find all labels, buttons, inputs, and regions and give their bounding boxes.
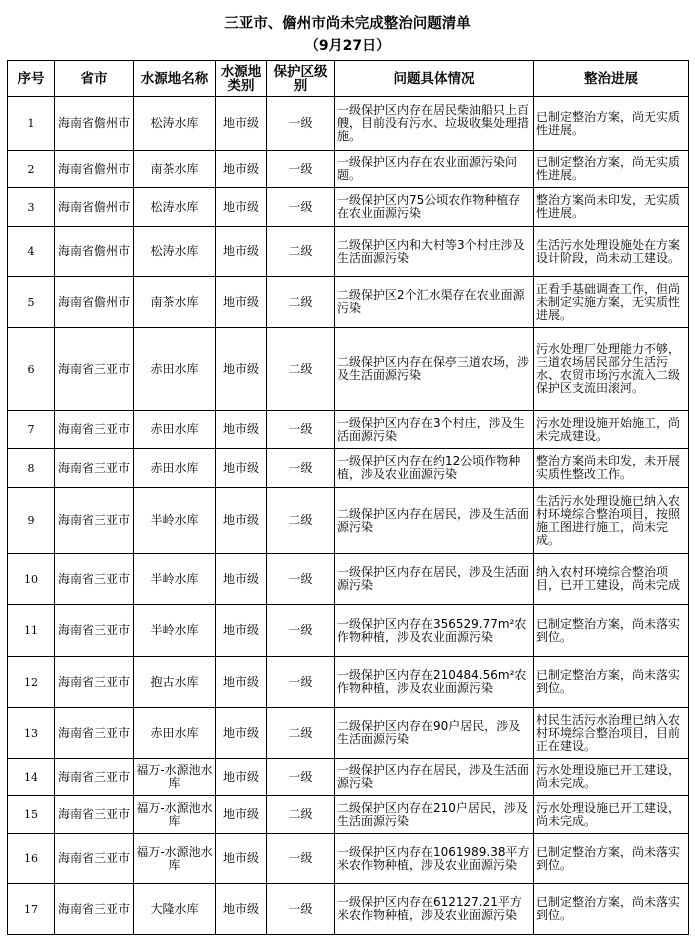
- row-protection-level: 二级: [267, 488, 335, 554]
- header-protection-level: 保护区级别: [267, 61, 335, 97]
- row-protection-level: 一级: [267, 884, 335, 935]
- row-city: 海南省儋州市: [55, 188, 134, 227]
- row-protection-level: 一级: [267, 97, 335, 151]
- header-source-type: 水源地类别: [216, 61, 267, 97]
- row-index: 1: [8, 97, 55, 151]
- row-problem: 二级保护区内存在居民，涉及生活面源污染: [335, 488, 534, 554]
- row-problem: 一级保护区内存在农业面源污染问题。: [335, 151, 534, 188]
- row-city: 海南省儋州市: [55, 277, 134, 328]
- row-protection-level: 二级: [267, 227, 335, 277]
- table-row: [8, 708, 689, 759]
- row-protection-level: 二级: [267, 328, 335, 411]
- row-source-name: 福万-水源池水库: [134, 759, 216, 796]
- row-source-type: 地市级: [216, 554, 267, 605]
- row-source-type: 地市级: [216, 277, 267, 328]
- table-row: [8, 488, 689, 554]
- row-city: 海南省儋州市: [55, 227, 134, 277]
- row-source-type: 地市级: [216, 708, 267, 759]
- row-source-name: 半岭水库: [134, 554, 216, 605]
- table-row: [8, 449, 689, 488]
- row-problem: 一级保护区内存在3个村庄，涉及生活面源污染: [335, 411, 534, 449]
- row-index: 8: [8, 449, 55, 488]
- row-source-type: 地市级: [216, 796, 267, 834]
- row-protection-level: 一级: [267, 554, 335, 605]
- row-index: 10: [8, 554, 55, 605]
- issue-table: [7, 60, 689, 935]
- table-row: [8, 151, 689, 188]
- table-row: [8, 188, 689, 227]
- row-source-name: 大隆水库: [134, 884, 216, 935]
- row-protection-level: 一级: [267, 188, 335, 227]
- row-source-name: 赤田水库: [134, 411, 216, 449]
- row-city: 海南省三亚市: [55, 488, 134, 554]
- row-progress: 污水处理设施已开工建设，尚未完成。: [534, 796, 689, 834]
- row-progress: 正看手基础调查工作，但尚未制定实施方案，无实质性进展。: [534, 277, 689, 328]
- row-problem: 一级保护区内存在612127.21平方米农作物种植，涉及农业面源污染: [335, 884, 534, 935]
- table-row: [8, 834, 689, 884]
- row-problem: 一级保护区内存在1061989.38平方米农作物种植，涉及农业面源污染: [335, 834, 534, 884]
- row-source-type: 地市级: [216, 759, 267, 796]
- row-source-name: 抱古水库: [134, 657, 216, 708]
- row-city: 海南省三亚市: [55, 796, 134, 834]
- row-index: 14: [8, 759, 55, 796]
- row-city: 海南省三亚市: [55, 708, 134, 759]
- row-source-type: 地市级: [216, 227, 267, 277]
- row-protection-level: 一级: [267, 151, 335, 188]
- row-source-type: 地市级: [216, 657, 267, 708]
- row-problem: 一级保护区内存在210484.56m²农作物种植，涉及农业面源污染: [335, 657, 534, 708]
- row-problem: 一级保护区内75公顷农作物种植存在农业面源污染: [335, 188, 534, 227]
- document-date: （9月27日）: [304, 38, 391, 54]
- table-header-row: [8, 61, 689, 97]
- header-problem: 问题具体情况: [335, 61, 534, 97]
- row-index: 13: [8, 708, 55, 759]
- row-source-name: 南茶水库: [134, 277, 216, 328]
- header-progress: 整治进展: [534, 61, 689, 97]
- header-city: 省市: [55, 61, 134, 97]
- row-source-name: 半岭水库: [134, 605, 216, 657]
- row-city: 海南省三亚市: [55, 657, 134, 708]
- table-row: [8, 554, 689, 605]
- row-city: 海南省三亚市: [55, 449, 134, 488]
- row-city: 海南省三亚市: [55, 884, 134, 935]
- row-source-name: 松涛水库: [134, 227, 216, 277]
- row-progress: 已制定整治方案，尚无实质性进展。: [534, 151, 689, 188]
- table-row: [8, 277, 689, 328]
- header-index: 序号: [8, 61, 55, 97]
- row-source-type: 地市级: [216, 151, 267, 188]
- row-problem: 一级保护区内存在居民，涉及生活面源污染: [335, 554, 534, 605]
- row-index: 5: [8, 277, 55, 328]
- row-source-type: 地市级: [216, 449, 267, 488]
- row-city: 海南省三亚市: [55, 328, 134, 411]
- row-source-name: 赤田水库: [134, 708, 216, 759]
- row-city: 海南省三亚市: [55, 411, 134, 449]
- row-progress: 污水处理设施开始施工，尚未完成建设。: [534, 411, 689, 449]
- row-protection-level: 一级: [267, 411, 335, 449]
- row-protection-level: 一级: [267, 449, 335, 488]
- row-progress: 已制定整治方案，尚未落实到位。: [534, 884, 689, 935]
- row-index: 15: [8, 796, 55, 834]
- row-protection-level: 二级: [267, 796, 335, 834]
- row-source-name: 赤田水库: [134, 449, 216, 488]
- row-problem: 一级保护区内存在约12公顷作物种植，涉及农业面源污染: [335, 449, 534, 488]
- row-source-type: 地市级: [216, 605, 267, 657]
- row-city: 海南省三亚市: [55, 605, 134, 657]
- row-city: 海南省儋州市: [55, 97, 134, 151]
- row-progress: 已制定整治方案，尚无实质性进展。: [534, 97, 689, 151]
- row-city: 海南省儋州市: [55, 151, 134, 188]
- row-index: 4: [8, 227, 55, 277]
- row-progress: 已制定整治方案，尚未落实到位。: [534, 834, 689, 884]
- row-source-type: 地市级: [216, 188, 267, 227]
- row-protection-level: 二级: [267, 277, 335, 328]
- row-protection-level: 一级: [267, 605, 335, 657]
- row-source-name: 南茶水库: [134, 151, 216, 188]
- table-row: [8, 759, 689, 796]
- row-index: 2: [8, 151, 55, 188]
- row-problem: 一级保护区内存在356529.77m²农作物种植，涉及农业面源污染: [335, 605, 534, 657]
- row-source-name: 赤田水库: [134, 328, 216, 411]
- row-index: 16: [8, 834, 55, 884]
- row-index: 7: [8, 411, 55, 449]
- row-progress: 生活污水处理设施已纳入农村环境综合整治项目，按照施工图进行施工，尚未完成。: [534, 488, 689, 554]
- row-problem: 一级保护区内存在居民，涉及生活面源污染: [335, 759, 534, 796]
- row-source-name: 松涛水库: [134, 97, 216, 151]
- row-progress: 整治方案尚未印发，无实质性进展。: [534, 188, 689, 227]
- row-progress: 已制定整治方案，尚未落实到位。: [534, 657, 689, 708]
- row-protection-level: 一级: [267, 759, 335, 796]
- row-protection-level: 一级: [267, 834, 335, 884]
- row-source-type: 地市级: [216, 97, 267, 151]
- row-source-type: 地市级: [216, 488, 267, 554]
- row-city: 海南省三亚市: [55, 554, 134, 605]
- table-row: [8, 328, 689, 411]
- row-progress: 村民生活污水治理已纳入农村环境综合整治项目，目前正在建设。: [534, 708, 689, 759]
- row-index: 12: [8, 657, 55, 708]
- row-index: 9: [8, 488, 55, 554]
- row-problem: 二级保护区内存在保亭三道农场，涉及生活面源污染: [335, 328, 534, 411]
- row-index: 17: [8, 884, 55, 935]
- document-title: 三亚市、儋州市尚未完成整治问题清单: [224, 16, 471, 32]
- row-index: 6: [8, 328, 55, 411]
- row-problem: 二级保护区内存在210户居民，涉及生活面源污染: [335, 796, 534, 834]
- row-problem: 二级保护区内存在90户居民，涉及生活面源污染: [335, 708, 534, 759]
- row-source-name: 半岭水库: [134, 488, 216, 554]
- header-source-name: 水源地名称: [134, 61, 216, 97]
- row-city: 海南省三亚市: [55, 834, 134, 884]
- row-progress: 纳入农村环境综合整治项目，已开工建设，尚未完成: [534, 554, 689, 605]
- row-source-name: 松涛水库: [134, 188, 216, 227]
- row-protection-level: 二级: [267, 708, 335, 759]
- row-problem: 一级保护区内存在居民柴油船只上百艘，目前没有污水、垃圾收集处理措施。: [335, 97, 534, 151]
- row-progress: 整治方案尚未印发，未开展实质性整改工作。: [534, 449, 689, 488]
- row-source-type: 地市级: [216, 834, 267, 884]
- row-source-type: 地市级: [216, 884, 267, 935]
- table-row: [8, 97, 689, 151]
- row-progress: 已制定整治方案，尚未落实到位。: [534, 605, 689, 657]
- row-problem: 二级保护区内和大村等3个村庄涉及生活面源污染: [335, 227, 534, 277]
- row-protection-level: 一级: [267, 657, 335, 708]
- row-city: 海南省三亚市: [55, 759, 134, 796]
- row-source-type: 地市级: [216, 411, 267, 449]
- table-row: [8, 657, 689, 708]
- row-problem: 二级保护区2个汇水渠存在农业面源污染: [335, 277, 534, 328]
- row-progress: 生活污水处理设施处在方案设计阶段，尚未动工建设。: [534, 227, 689, 277]
- row-source-name: 福万-水源池水库: [134, 834, 216, 884]
- row-index: 3: [8, 188, 55, 227]
- row-source-name: 福万-水源池水库: [134, 796, 216, 834]
- table-row: [8, 227, 689, 277]
- table-row: [8, 605, 689, 657]
- row-source-type: 地市级: [216, 328, 267, 411]
- table-row: [8, 411, 689, 449]
- table-row: [8, 796, 689, 834]
- row-index: 11: [8, 605, 55, 657]
- table-row: [8, 884, 689, 935]
- row-progress: 污水处理厂处理能力不够，三道农场居民部分生活污水、农贸市场污水流入二级保护区支流田滚河。: [534, 328, 689, 411]
- row-progress: 污水处理设施已开工建设，尚未完成。: [534, 759, 689, 796]
